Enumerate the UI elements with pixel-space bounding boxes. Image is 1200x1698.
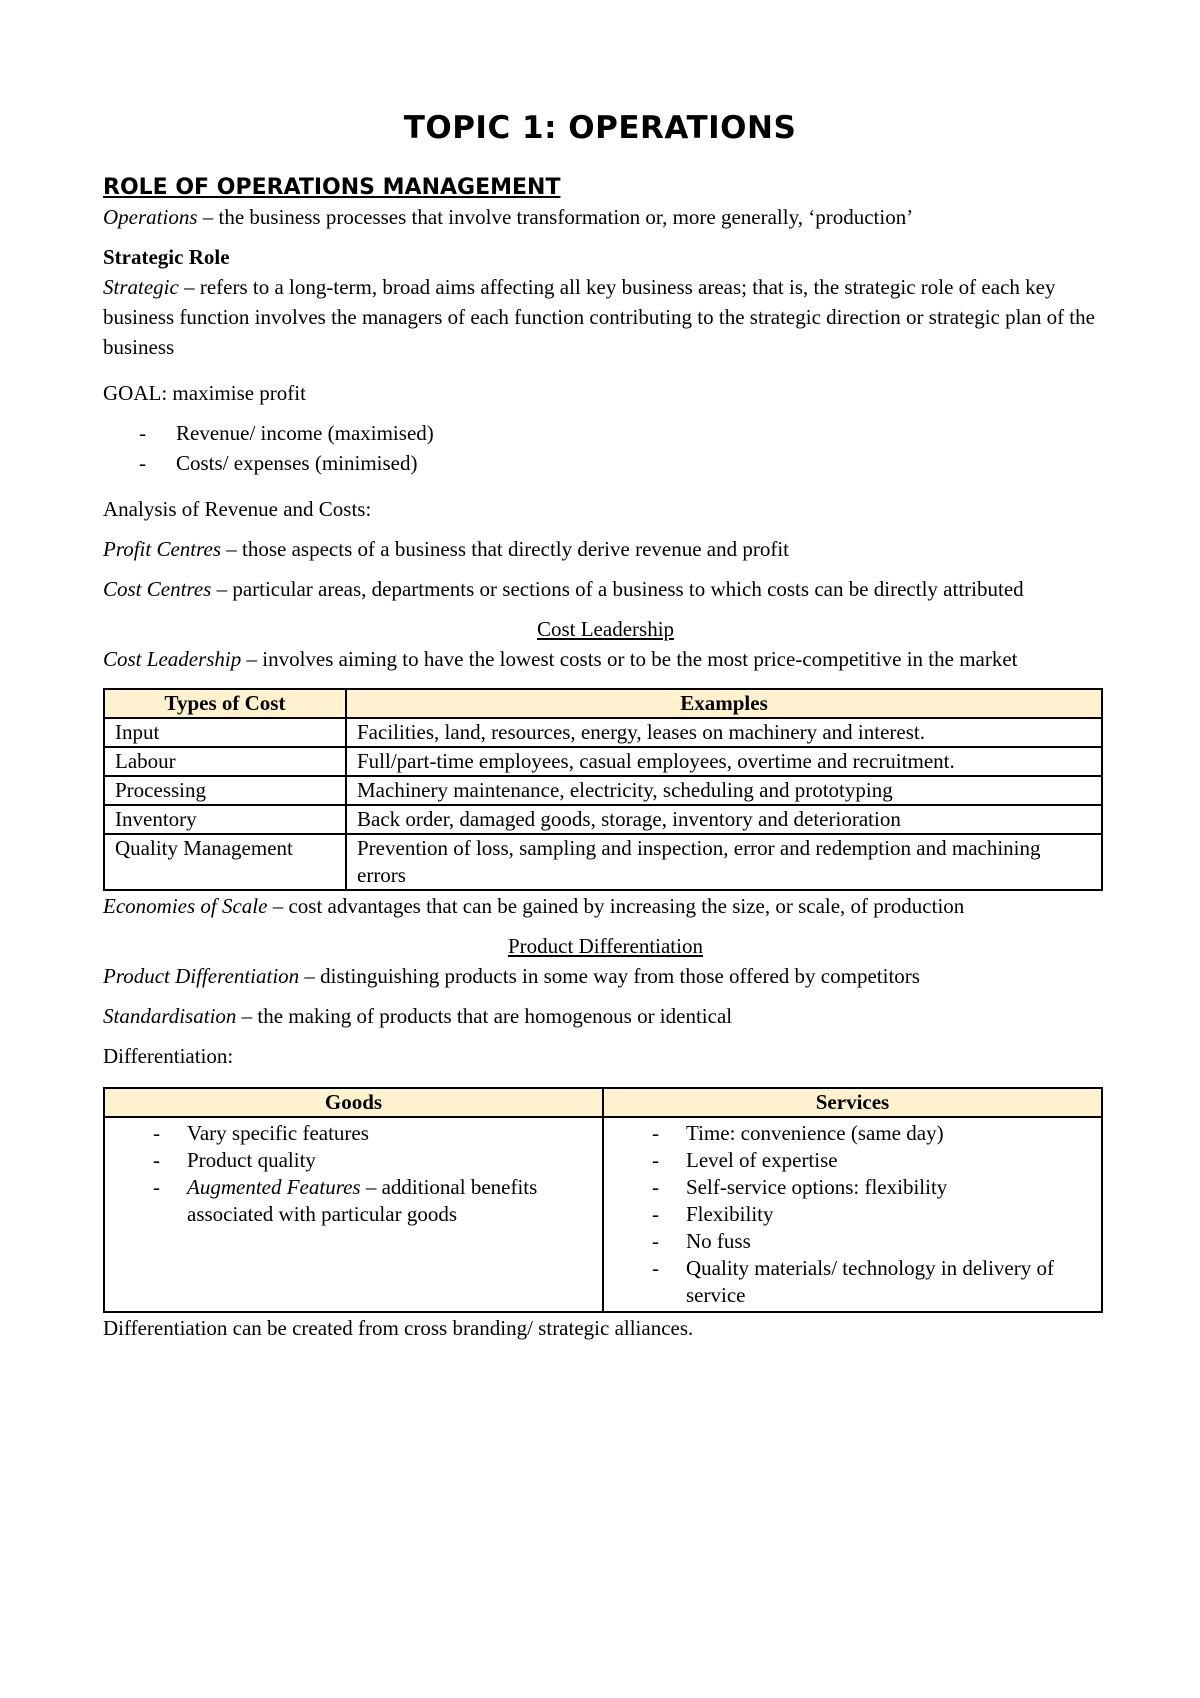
cost-centres-definition	[103, 574, 1108, 604]
cost-centres-text: – particular areas, departments or sections of a business to which costs can be directly attributed	[211, 577, 1024, 601]
table-cell: Machinery maintenance, electricity, scheduling and prototyping	[346, 776, 1102, 805]
table-header-row	[104, 1088, 1102, 1117]
goal-list	[103, 418, 1108, 478]
table-header-row	[104, 689, 1102, 718]
list-item: - Costs/ expenses (minimised)	[103, 448, 1108, 478]
list-item: - No fuss	[614, 1228, 1091, 1255]
cost-types-table	[103, 688, 1103, 891]
list-item	[115, 1174, 592, 1228]
services-cell	[603, 1117, 1102, 1312]
list-item: - Product quality	[115, 1147, 592, 1174]
standardisation-term: Standardisation	[103, 1004, 237, 1028]
profit-centres-term: Profit Centres	[103, 537, 222, 561]
cost-leadership-heading: Cost Leadership	[536, 617, 675, 641]
operations-term: Operations	[103, 205, 198, 229]
document-body	[103, 174, 1108, 1343]
profit-centres-definition	[103, 534, 1108, 564]
list-item: - Vary specific features	[115, 1120, 592, 1147]
table-header: Types of Cost	[104, 689, 346, 718]
table-cell: Inventory	[104, 805, 346, 834]
strategic-text: – refers to a long-term, broad aims affecting all key business areas; that is, the strategic role of each key business function involves the managers of each function contributing to the strategic direction or strategic plan of the business	[103, 275, 1095, 359]
services-list	[614, 1120, 1091, 1309]
cost-centres-term: Cost Centres	[103, 577, 212, 601]
table-row	[104, 776, 1102, 805]
product-differentiation-heading: Product Differentiation	[508, 934, 703, 958]
section-heading: ROLE OF OPERATIONS MANAGEMENT	[103, 175, 561, 200]
table-row	[104, 747, 1102, 776]
list-item: - Revenue/ income (maximised)	[103, 418, 1108, 448]
standardisation-text: – the making of products that are homogenous or identical	[236, 1004, 733, 1028]
profit-centres-text: – those aspects of a business that directly derive revenue and profit	[221, 537, 790, 561]
augmented-term: Augmented Features	[187, 1175, 361, 1199]
table-row	[104, 718, 1102, 747]
operations-text: – the business processes that involve transformation or, more generally, ‘production’	[197, 205, 914, 229]
strategic-role-heading: Strategic Role	[103, 245, 230, 269]
list-item: - Flexibility	[614, 1201, 1091, 1228]
closing-text: Differentiation can be created from cross branding/ strategic alliances.	[103, 1316, 694, 1340]
list-item: - Self-service options: flexibility	[614, 1174, 1091, 1201]
list-item: - Time: convenience (same day)	[614, 1120, 1091, 1147]
table-row	[104, 834, 1102, 890]
table-cell: Facilities, land, resources, energy, leases on machinery and interest.	[346, 718, 1102, 747]
table-row	[104, 1117, 1102, 1312]
cost-leadership-term: Cost Leadership	[103, 647, 242, 671]
goods-list	[115, 1120, 592, 1228]
analysis-text: Analysis of Revenue and Costs:	[103, 497, 372, 521]
cost-leadership-text: – involves aiming to have the lowest costs or to be the most price-competitive in the market	[241, 647, 1018, 671]
economies-term: Economies of Scale	[103, 894, 268, 918]
table-cell: Quality Management	[104, 834, 346, 890]
table-cell: Processing	[104, 776, 346, 805]
list-item: - Quality materials/ technology in delivery of service	[614, 1255, 1091, 1309]
operations-definition	[103, 202, 1108, 232]
standardisation-definition	[103, 1001, 1108, 1031]
strategic-definition	[103, 272, 1108, 362]
table-header: Examples	[346, 689, 1102, 718]
table-cell: Full/part-time employees, casual employees, overtime and recruitment.	[346, 747, 1102, 776]
page-title: TOPIC 1: OPERATIONS	[403, 110, 797, 146]
differentiation-label: Differentiation:	[103, 1044, 234, 1068]
augmented-text: – additional benefits associated with particular goods	[187, 1175, 538, 1226]
differentiation-table	[103, 1087, 1103, 1313]
strategic-term: Strategic	[103, 275, 179, 299]
table-header: Goods	[104, 1088, 603, 1117]
product-diff-text: – distinguishing products in some way from those offered by competitors	[299, 964, 920, 988]
table-cell: Labour	[104, 747, 346, 776]
goal-text: GOAL: maximise profit	[103, 381, 306, 405]
list-item: - Level of expertise	[614, 1147, 1091, 1174]
product-differentiation-definition	[103, 961, 1108, 991]
goods-cell	[104, 1117, 603, 1312]
table-row	[104, 805, 1102, 834]
economies-text: – cost advantages that can be gained by increasing the size, or scale, of production	[267, 894, 965, 918]
table-header: Services	[603, 1088, 1102, 1117]
product-diff-term: Product Differentiation	[103, 964, 300, 988]
table-cell: Back order, damaged goods, storage, inventory and deterioration	[346, 805, 1102, 834]
economies-of-scale-definition	[103, 891, 1108, 921]
cost-leadership-definition	[103, 644, 1108, 674]
table-cell: Input	[104, 718, 346, 747]
table-cell: Prevention of loss, sampling and inspection, error and redemption and machining errors	[346, 834, 1102, 890]
